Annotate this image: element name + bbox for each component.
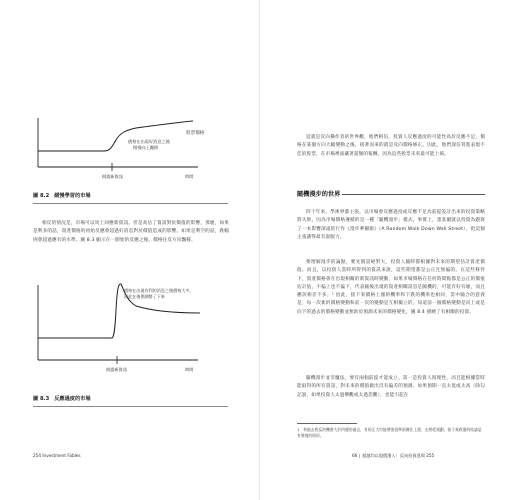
body-paragraph-2: 四十年來，學術界都主張，以市場會反應過度或反應不足為前提設計出來的投資策略將失敗，因為市場價格遵循的是一種「隨機漫步」模式。事實上，墨基爾就以投資為題寫了一本影響深遠的巨作《漫步華爾街》（A Random Walk Down Wall Street），把這個主張講得最有說服力。 <box>297 210 485 240</box>
caption-number: 圖 8.2 <box>33 193 50 199</box>
right-page <box>260 0 520 500</box>
right-folio: 66 ∣ 超越均以股價漲入！反向投資達與 255 <box>352 453 435 458</box>
annotation-2-line-1: 價格在出現有利的消息之後價格大多， <box>124 288 194 293</box>
footnote: 1 和過去相反的機會大於四邊的過去，有的正大均能增值很準預備往上漲，走相從規劃，接下來跌漲的結論是有增值的情形。 <box>297 427 482 438</box>
time-label-2: 時間 <box>185 367 194 372</box>
body-paragraph-3: 要理解漫步的論點，要先假設絕對大，投資人隨時都根據對未來的期望估計資產價值。而且，以投資人當時所得到的資訊來說，這些期望都是公正且無偏的。在這些條件下，資產價格會在出現相關的新資訊時變動，如果市場價格在任何時間點都是公正的價值估計值，不偏上也不偏下，代表隨後出現的資產相關訊息是隨機的，可能有好有壞，而且應該相差不多。¹ 因此，接下來價格上漲的機率和下跌的機率也相同，當中隨合的意義是，每一次新的價格變動和前一次的變動是互相獨立的。知道前一個價格變動是向上或是向下的過去的價格變動並無助於預測未來的價格變化，圖 8.4 描繪了有相關的投資。 <box>297 260 485 315</box>
footnote-rule <box>297 423 357 424</box>
news-label: 揭露新資訊 <box>102 174 123 179</box>
left-folio: 254 Investment Fables <box>33 453 81 458</box>
news-label-2: 揭露新資訊 <box>106 367 127 372</box>
caption-number-2: 圖 8.3 <box>33 396 50 402</box>
annotation-line-2: 慢慢向上飄移 <box>133 145 159 150</box>
caption-rule-2 <box>33 406 228 407</box>
time-label: 時間 <box>185 174 194 179</box>
annotation-2-line-2: 因此在後期調整了下來 <box>124 294 165 299</box>
section-title: 隨機漫步的世界 <box>297 191 341 198</box>
annotation-line-1: 價格在出現好消息之後 <box>128 139 170 144</box>
body-paragraph: 相反的情況是，市場可以馬上回應新資訊。但是高估了資訊對於價值的影響，那麼，如果是利多的話，資產價格的初始反應會超過好消息對於價值造成的影響。如果是利空的話，跌幅則會超過應有的水準。圖 8.3 顯示在一開始的反應之後，價格往反方向飄移。 <box>33 221 229 243</box>
caption-title-2: 反應過度的市場 <box>54 396 91 402</box>
body-paragraph-1: 這就是反向操作者的世界觀，他們相信，投資人反應過度的可能性高於反應不足，價格在某個方向大幅變動之後，接著而來的就是反向價格修正。因此，他們深信買進表現不佳的股票，在市場裡面藏著超額的報酬，因為這些股票未來最可能上揚。 <box>297 135 485 157</box>
caption-title: 緩慢學習的市場 <box>54 193 91 199</box>
price-label: 股票價格 <box>186 131 205 136</box>
figure-8-3-caption <box>33 395 91 402</box>
body-paragraph-4: 隨機漫步並非魔法，要有兩個前提才能成立。第一是投資人很理性，而且能根據當時能取得的所有資訊，對未來的價值做出沒有偏差的預測。如果預期一直太低或太高（除勾記說，如果投資人太過樂觀或太過悲觀），也能引起在 <box>297 376 485 398</box>
